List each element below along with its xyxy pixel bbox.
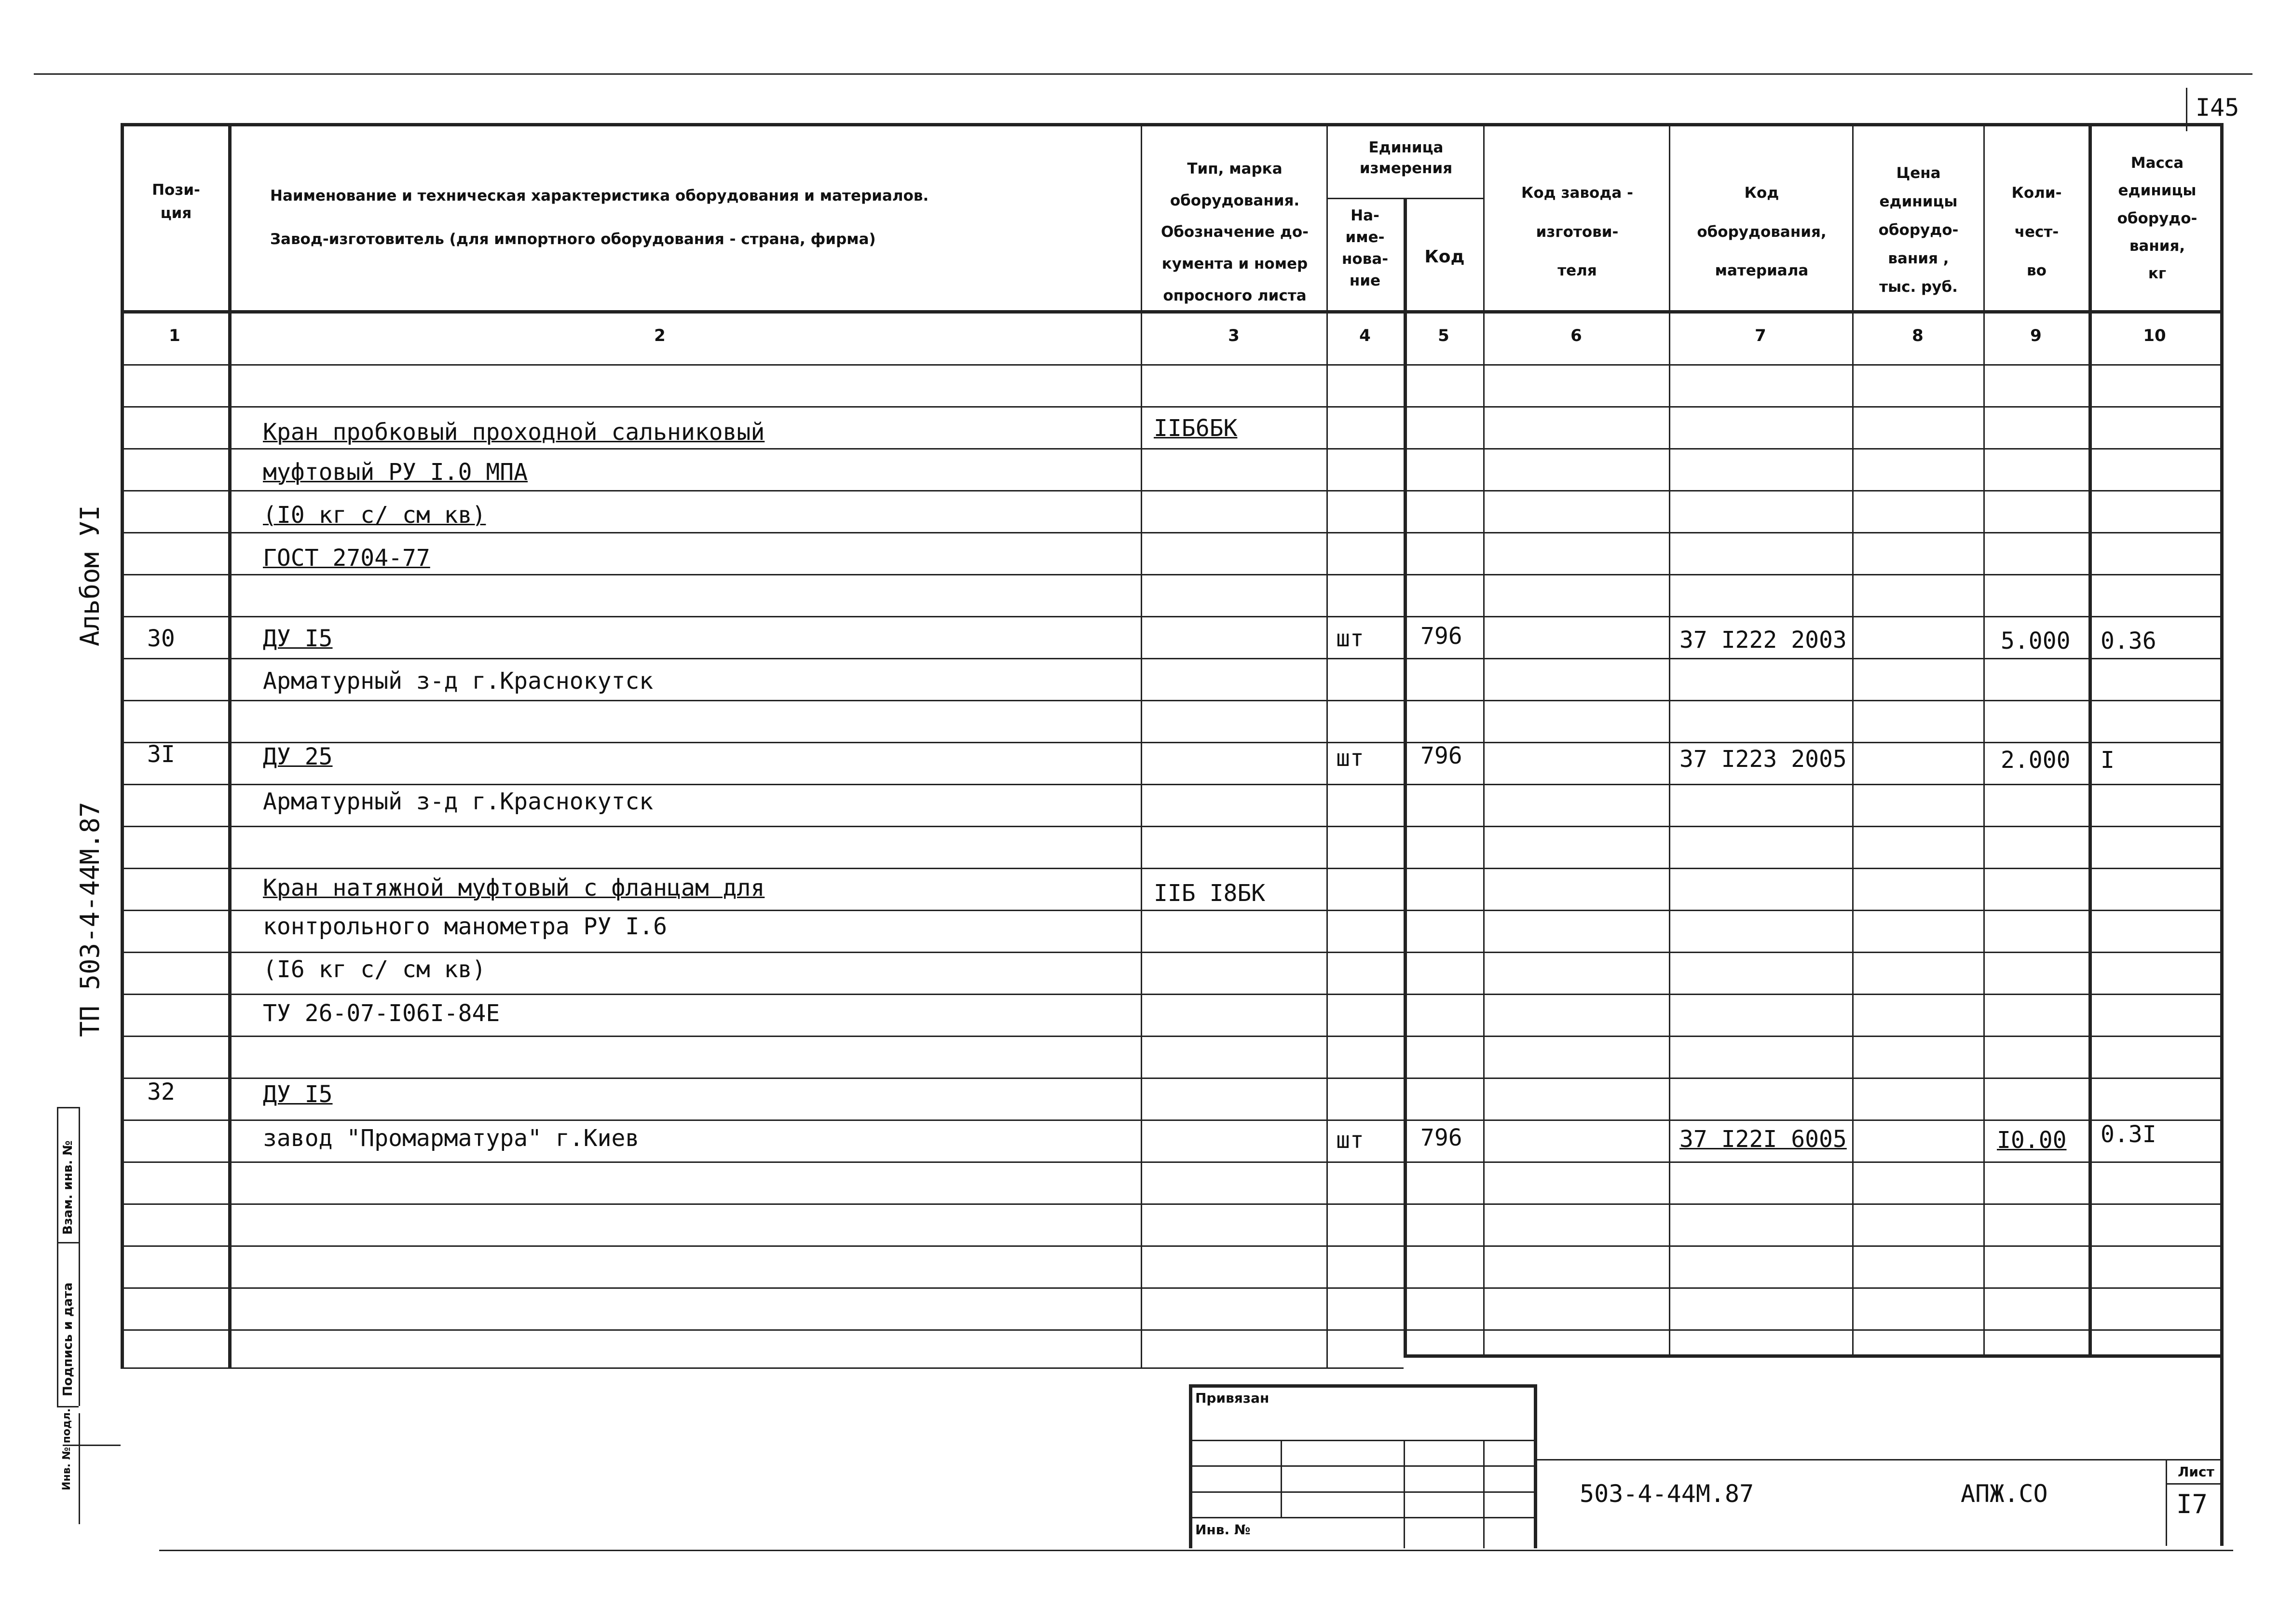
- doc-mark: АПЖ.СО: [1961, 1480, 2048, 1508]
- bound-label: Привязан: [1195, 1390, 1269, 1406]
- header-col4: На- име- нова- ние: [1341, 207, 1389, 289]
- table-row-pos: 3I: [147, 741, 175, 768]
- header-col5: Код: [1424, 247, 1465, 267]
- table-row-pos: 30: [147, 625, 175, 652]
- col-number: 7: [1755, 326, 1766, 345]
- table-row-mass: 0.36: [2101, 628, 2156, 655]
- sheet-number: I45: [2196, 94, 2239, 122]
- table-row-name: ТУ 26-07-I06I-84Е: [263, 1000, 500, 1027]
- col-number: 8: [1912, 326, 1924, 345]
- inv-no-label: Инв. №: [1195, 1522, 1251, 1538]
- table-row-unit: шт: [1336, 625, 1364, 652]
- col-number: 10: [2143, 326, 2166, 345]
- table-row-code: 37 I22I 6005: [1679, 1126, 1847, 1153]
- doc-code: 503-4-44М.87: [1580, 1480, 1754, 1508]
- table-row-code: 37 I223 2005: [1679, 746, 1847, 773]
- col-number: 9: [2030, 326, 2042, 345]
- table-row-unit-code: 796: [1420, 742, 1462, 769]
- col-number: 3: [1228, 326, 1240, 345]
- project-label: ТП 503-4-44М.87: [75, 802, 105, 1037]
- col-number: 4: [1359, 326, 1371, 345]
- table-row-name: Арматурный з-д г.Краснокутск: [263, 788, 654, 815]
- col-number: 1: [169, 326, 180, 345]
- table-row-name: ДУ 25: [263, 743, 333, 770]
- table-row-name: ДУ I5: [263, 1081, 333, 1108]
- header-col2: Наименование и техническая характеристика оборудования и материалов. Завод-изготовитель (для импортного оборудования - страна, фирма): [270, 187, 929, 248]
- table-row-unit-code: 796: [1420, 1124, 1462, 1151]
- header-col1: Пози- ция: [152, 181, 200, 222]
- inv-exchange-label: Взам. инв. №: [61, 1140, 75, 1235]
- table-row-qty: I0.00: [1997, 1127, 2067, 1154]
- table-row-mass: 0.3I: [2101, 1121, 2156, 1148]
- table-row-name: Кран натяжной муфтовый с фланцам для: [263, 874, 765, 901]
- sheet-no: I7: [2176, 1489, 2208, 1519]
- header-col7: Код оборудования, материала: [1697, 184, 1827, 280]
- table-row-name: завод "Промарматура" г.Киев: [263, 1125, 640, 1152]
- table-row-unit: шт: [1336, 745, 1364, 772]
- table-row-name: муфтовый РУ I.0 МПА: [263, 459, 528, 486]
- table-row-name: Арматурный з-д г.Краснокутск: [263, 668, 654, 695]
- col-number: 6: [1570, 326, 1582, 345]
- header-unit-group: Единица измерения: [1359, 139, 1453, 177]
- inv-original-label: Инв. № подл.: [61, 1408, 73, 1490]
- table-row-qty: 2.000: [2001, 747, 2071, 774]
- table-row-name: Кран пробковый проходной сальниковый: [263, 419, 765, 446]
- header-col6: Код завода - изготови- теля: [1521, 184, 1633, 280]
- table-row-type: IIБ6БК: [1154, 415, 1238, 442]
- table-row-name: ДУ I5: [263, 625, 333, 652]
- sheet-label: Лист: [2178, 1464, 2214, 1480]
- table-row-name: (I0 кг с/ см кв): [263, 502, 486, 529]
- album-label: Альбом УI: [75, 505, 105, 646]
- top-rule: [34, 73, 2252, 75]
- table-row-pos: 32: [147, 1078, 175, 1105]
- table-row-name: контрольного манометра РУ I.6: [263, 913, 668, 940]
- signature-date-label: Подпись и дата: [61, 1282, 75, 1396]
- col-number: 5: [1438, 326, 1449, 345]
- header-col10: Масса единицы оборудо- вания, кг: [2117, 154, 2197, 283]
- table-row-unit-code: 796: [1420, 623, 1462, 650]
- table-row-unit: шт: [1336, 1127, 1364, 1154]
- header-col9: Коли- чест- во: [2011, 184, 2062, 280]
- table-row-type: IIБ I8БК: [1154, 880, 1266, 907]
- table-row-name: (I6 кг с/ см кв): [263, 956, 486, 983]
- header-col8: Цена единицы оборудо- вания , тыс. руб.: [1878, 164, 1959, 296]
- table-row-code: 37 I222 2003: [1679, 627, 1847, 654]
- col-number: 2: [654, 326, 666, 345]
- table-row-qty: 5.000: [2001, 628, 2071, 655]
- table-row-mass: I: [2101, 747, 2115, 774]
- header-col3: Тип, марка оборудования. Обозначение до- кумента и номер опросного листа: [1160, 160, 1309, 304]
- table-row-name: ГОСТ 2704-77: [263, 545, 430, 572]
